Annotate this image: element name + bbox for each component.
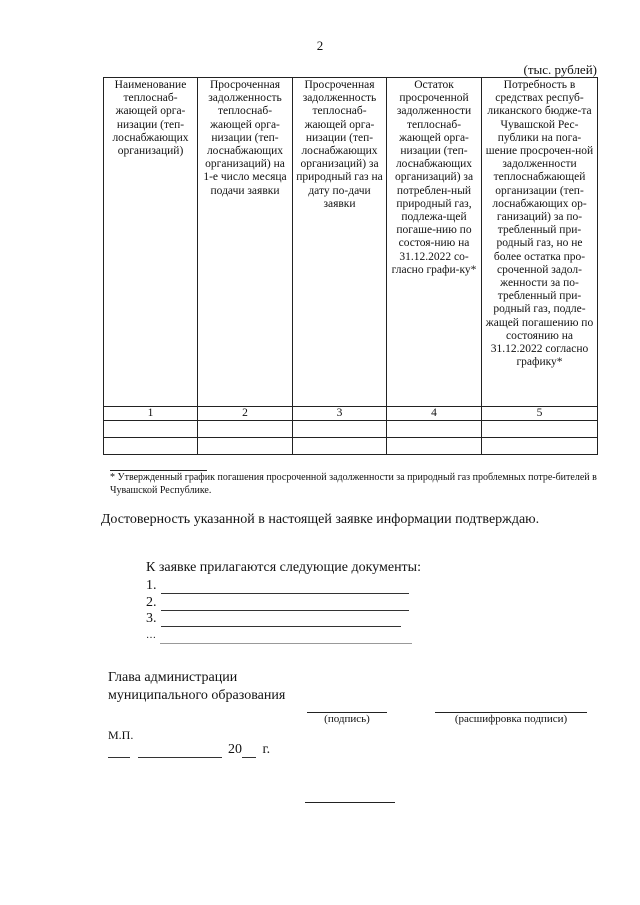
- attachments-title: К заявке прилагаются следующие документы:: [146, 560, 421, 575]
- column-number: 3: [293, 407, 387, 421]
- year-blank: [242, 745, 256, 758]
- attachment-item: 1.: [146, 578, 409, 594]
- table-cell: [482, 438, 598, 455]
- bottom-rule: [305, 802, 395, 803]
- table-cell: [198, 438, 293, 455]
- table-header-row: [104, 78, 598, 407]
- day-blank: [108, 745, 130, 758]
- header-cell-debt-remaining: Остаток просроченной задолженности теплоснаб-жающей орга-низации (теп-лоснабжающих организаций) за потреблен-ный природный газ, подлежа-щей погаше-нию по состоя-нию на 31.12.2022 со-гласно графи-ку*: [387, 78, 482, 407]
- attachment-item: …: [146, 627, 412, 644]
- table-column-numbers-row: [104, 407, 598, 421]
- signature-decoding-field: [435, 712, 587, 725]
- attachment-blank: [160, 631, 412, 644]
- column-number: 2: [198, 407, 293, 421]
- column-number: 5: [482, 407, 598, 421]
- signatory-position: Глава администрации муниципального образования: [108, 670, 286, 703]
- confirmation-statement: Достоверность указанной в настоящей заявке информации подтверждаю.: [100, 512, 540, 527]
- attachment-item: 2.: [146, 595, 409, 611]
- currency-unit: (тыс. рублей): [523, 62, 597, 77]
- column-number: 1: [104, 407, 198, 421]
- table-cell: [482, 421, 598, 438]
- table-cell: [293, 421, 387, 438]
- header-cell-organization: Наименование теплоснаб-жающей орга-низации (теп-лоснабжающих организаций): [104, 78, 198, 407]
- header-cell-debt-gas: Просроченная задолженность теплоснаб-жающей орга-низации (теп-лоснабжающих организаций) за природный газ на дату по-дачи заявки: [293, 78, 387, 407]
- table-row: [104, 421, 598, 438]
- attachment-item: 3.: [146, 611, 401, 627]
- table-cell: [104, 421, 198, 438]
- attachment-blank: [161, 598, 409, 611]
- header-cell-debt-month: Просроченная задолженность теплоснаб-жающей орга-низации (теп-лоснабжающих организаций) на 1-е число месяца подачи заявки: [198, 78, 293, 407]
- seal-mark: М.П.: [108, 728, 134, 742]
- attachment-blank: [161, 581, 409, 594]
- signature-field: [307, 712, 387, 725]
- signature-caption: (подпись): [324, 713, 370, 725]
- table-cell: [198, 421, 293, 438]
- table-cell: [293, 438, 387, 455]
- header-cell-budget-need: Потребность в средствах респуб-ликанского бюдже-та Чувашской Рес-публики на пога-шение просрочен-ной задолженности теплоснабжающей организации (теп-лоснабжающих ор-ганизаций) за по-требленный при-родный газ, но не более остатка про-сроченной задол-женности за по-требленный при-родный газ, подле-жащей погашению по состоянию на 31.12.2022 согласно графику*: [482, 78, 598, 407]
- page-number: 2: [316, 38, 324, 53]
- column-number: 4: [387, 407, 482, 421]
- table-cell: [387, 421, 482, 438]
- table-cell: [387, 438, 482, 455]
- footnote: * Утвержденный график погашения просроченной задолженности за природный газ проблемных потре-бителей в Чувашской Республике.: [110, 472, 597, 496]
- table-cell: [104, 438, 198, 455]
- table-row: [104, 438, 598, 455]
- attachment-blank: [161, 614, 401, 627]
- month-blank: [138, 745, 222, 758]
- debt-table: [103, 77, 598, 455]
- date-line: 20 г.: [108, 742, 270, 758]
- signature-decoding-caption: (расшифровка подписи): [454, 713, 568, 725]
